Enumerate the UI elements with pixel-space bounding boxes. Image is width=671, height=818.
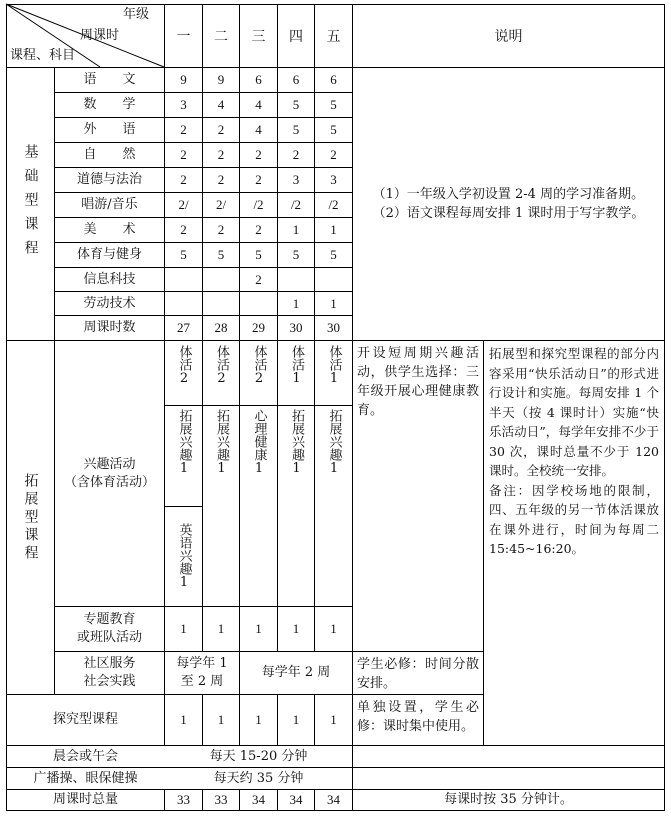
subject-hours-cell: 2 — [180, 222, 187, 237]
subject-hours-cell — [278, 268, 314, 291]
total-note: 每课时按 35 分钟计。 — [444, 792, 573, 807]
interest-activity-cell — [165, 406, 202, 506]
subject-hours-cell — [165, 292, 202, 315]
subject-hours-cell: /2 — [253, 197, 264, 212]
inquiry-hours-cell: 1 — [180, 712, 187, 727]
subject-hours-cell: 6 — [255, 72, 262, 87]
grade-header-2: 二 — [214, 29, 228, 45]
subject-hours-cell: 2 — [255, 172, 262, 187]
note-header: 说明 — [494, 29, 523, 45]
interest-note: 开设短周期兴趣活动，供学生选择：三年级开展心理健康教育。 — [357, 346, 479, 418]
subject-hours-cell: 9 — [217, 72, 225, 87]
subject-name: 外 语 — [83, 122, 136, 137]
subject-hours-cell — [203, 292, 239, 315]
interest-activity-cell — [278, 406, 314, 506]
inquiry-hours-cell: 1 — [292, 712, 300, 727]
basic-note-1: （1）一年级入学初设置 2-4 周的学习准备期。 — [372, 187, 645, 202]
interest-activity-cell-text: 拓展兴趣1 — [214, 409, 229, 476]
subject-name: 自 然 — [83, 147, 136, 162]
subject-name: 信息科技 — [83, 271, 136, 287]
community-g345-value: 每学年 2 周 — [261, 665, 331, 680]
morning-meeting-value: 每天 15-20 分钟 — [209, 748, 308, 764]
subject-hours-cell: 3 — [292, 172, 300, 187]
subject-hours-cell: 2 — [255, 271, 262, 287]
subject-hours-cell: 5 — [217, 247, 225, 262]
sports-activity-cell — [240, 341, 277, 405]
subject-hours-cell: 30 — [327, 320, 340, 335]
header-grade-label: 年级 — [123, 7, 150, 22]
inquiry-hours-cell: 1 — [217, 712, 225, 727]
subject-hours-cell: 5 — [255, 247, 262, 262]
subject-hours-cell: 5 — [330, 97, 337, 112]
community-g12-value: 每学年 1 至 2 周 — [176, 656, 228, 689]
english-interest-text: 英语兴趣1 — [176, 523, 192, 590]
community-service-label: 社区服务 社会实践 — [83, 656, 136, 689]
extended-category-label — [7, 341, 54, 694]
subject-name: 道德与法治 — [76, 172, 142, 187]
basic-notes — [353, 68, 664, 340]
subject-name: 体育与健身 — [76, 247, 142, 262]
total-hours-cell: 34 — [252, 792, 265, 807]
subject-hours-cell: 2/ — [215, 197, 227, 212]
subject-hours-cell: 2 — [217, 122, 225, 137]
sports-activity-cell-text: 体活1 — [289, 345, 304, 386]
interest-activity-cell-text: 心理健康1 — [251, 409, 267, 476]
subject-hours-cell: 2 — [217, 147, 225, 162]
subject-hours-cell: 6 — [292, 72, 300, 87]
subject-hours-cell: 5 — [292, 122, 300, 137]
subject-hours-cell: 2 — [217, 222, 225, 237]
subject-hours-cell: 30 — [289, 320, 303, 335]
subject-hours-cell: /2 — [328, 197, 339, 212]
sports-activity-cell — [203, 341, 239, 405]
subject-name: 周课时数 — [83, 320, 136, 335]
interest-activity-cell-text: 拓展兴趣1 — [289, 409, 304, 476]
subject-hours-cell: /2 — [290, 197, 302, 212]
inquiry-label: 探究型课程 — [52, 712, 118, 727]
english-interest-cell — [165, 507, 202, 606]
topic-education-cell: 1 — [255, 621, 262, 636]
topic-education-cell: 1 — [330, 621, 337, 636]
subject-hours-cell: 5 — [180, 247, 187, 262]
grade-header-4: 四 — [289, 29, 303, 45]
community-note: 学生必修：时间分散安排。 — [357, 657, 479, 691]
subject-hours-cell: 1 — [330, 295, 337, 311]
interest-activity-cell — [315, 406, 352, 506]
total-hours-cell: 33 — [214, 792, 228, 807]
total-hours-cell: 34 — [327, 792, 340, 807]
subject-hours-cell: 9 — [180, 72, 187, 87]
subject-hours-cell: 2 — [180, 122, 187, 137]
topic-education-cell: 1 — [292, 621, 300, 636]
subject-hours-cell: 2 — [330, 147, 337, 162]
subject-hours-cell: 29 — [252, 320, 265, 335]
sports-activity-cell-text: 体活2 — [214, 345, 229, 386]
topic-education-cell: 1 — [180, 621, 187, 636]
subject-hours-cell — [240, 292, 277, 315]
total-hours-cell: 34 — [289, 792, 303, 807]
subject-hours-cell: 4 — [255, 97, 262, 112]
subject-hours-cell — [315, 268, 352, 291]
subject-hours-cell: 27 — [177, 320, 190, 335]
subject-hours-cell: 5 — [330, 247, 337, 262]
subject-hours-cell — [203, 268, 239, 291]
subject-name: 劳动技术 — [83, 295, 136, 311]
subject-hours-cell: 1 — [292, 295, 300, 311]
subject-hours-cell: 5 — [292, 97, 300, 112]
basic-category-text: 基础型课程 — [22, 144, 39, 264]
interest-activity-cell — [240, 406, 277, 506]
topic-education-label: 专题教育 或班队活动 — [76, 612, 142, 645]
grade-header-3: 三 — [251, 29, 266, 45]
subject-hours-cell: 6 — [330, 72, 337, 87]
subject-hours-cell: 2 — [255, 222, 262, 237]
subject-hours-cell: 2 — [292, 147, 300, 162]
subject-hours-cell: 4 — [217, 97, 225, 112]
subject-hours-cell — [165, 268, 202, 291]
inquiry-note: 单独设置，学生必修：课时集中使用。 — [357, 700, 479, 734]
exercise-label: 广播操、眼保健操 — [33, 770, 138, 786]
interest-activity-cell — [203, 406, 239, 506]
interest-activity-cell-text: 拓展兴趣1 — [326, 409, 342, 476]
exercise-value: 每天约 35 分钟 — [213, 770, 304, 786]
subject-hours-cell: 28 — [214, 320, 228, 335]
subject-hours-cell: 1 — [292, 222, 300, 237]
morning-meeting-label: 晨会或午会 — [52, 748, 118, 764]
subject-name: 美 术 — [83, 222, 136, 237]
inquiry-hours-cell: 1 — [255, 712, 262, 727]
sports-activity-cell — [165, 341, 202, 405]
subject-hours-cell: 4 — [255, 122, 262, 137]
activity-day-note: 拓展型和探究型课程的部分内容采用“快乐活动日”的形式进行设计和实施。每周安排 1 个半天（按 4 课时计）实施“快乐活动日”，每学年安排不少于 30 次，课时总量不少于 120 课时。全校统一安排。 备注：因学校场地的限制，四、五年级的另一节体活课放在课外进行，时间为每周二 15:45~16:20。 — [489, 346, 659, 556]
grade-header-1: 一 — [176, 29, 191, 45]
subject-hours-cell: 5 — [292, 247, 300, 262]
topic-education-cell: 1 — [217, 621, 225, 636]
subject-hours-cell: 1 — [330, 222, 337, 237]
header-hours-label: 周课时 — [80, 28, 120, 43]
basic-note-2: （2）语文课程每周安排 1 课时用于写字教学。 — [372, 206, 645, 221]
sports-activity-cell — [315, 341, 352, 405]
total-hours-cell: 33 — [177, 792, 190, 807]
interest-activity-cell-text: 拓展兴趣1 — [176, 409, 192, 476]
sports-activity-cell — [278, 341, 314, 405]
subject-name: 数 学 — [83, 97, 136, 112]
sports-activity-cell-text: 体活2 — [176, 345, 192, 386]
subject-hours-cell: 2 — [217, 172, 225, 187]
subject-name: 唱游/音乐 — [81, 197, 138, 212]
sports-activity-cell-text: 体活1 — [326, 345, 342, 386]
inquiry-hours-cell: 1 — [330, 712, 337, 727]
extended-category-text: 拓展型课程 — [22, 472, 39, 563]
subject-hours-cell: 2 — [180, 147, 187, 162]
subject-hours-cell: 3 — [180, 97, 187, 112]
subject-name: 语 文 — [83, 72, 136, 87]
subject-hours-cell: 3 — [330, 172, 337, 187]
total-hours-label: 周课时总量 — [52, 792, 118, 807]
grade-header-5: 五 — [326, 29, 341, 45]
sports-activity-cell-text: 体活2 — [251, 345, 267, 386]
subject-hours-cell: 2 — [180, 172, 187, 187]
subject-hours-cell: 2/ — [178, 197, 189, 212]
subject-hours-cell: 5 — [330, 122, 337, 137]
subject-hours-cell: 2 — [255, 147, 262, 162]
header-subject-label: 课程、科目 — [10, 48, 76, 63]
basic-category-label — [7, 68, 54, 340]
interest-activities-label: 兴趣活动 （含体育活动） — [63, 456, 155, 490]
